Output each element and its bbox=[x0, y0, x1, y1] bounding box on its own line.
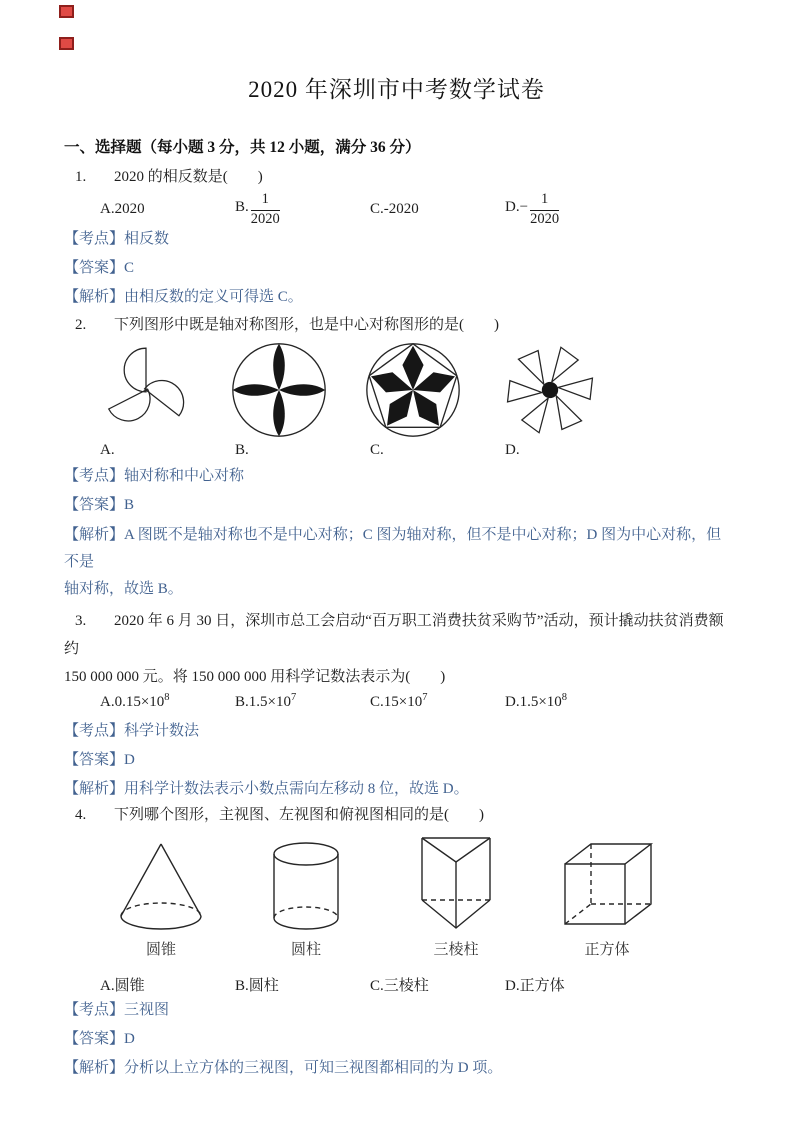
q4-answer: 【答案】D bbox=[64, 1031, 135, 1047]
q4-jiexi: 【解析】分析以上立方体的三视图，可知三视图都相同的为 D 项。 bbox=[64, 1060, 503, 1076]
question-4-figures bbox=[64, 830, 729, 959]
q1-kaodian: 【考点】相反数 bbox=[64, 231, 170, 247]
q2-jiexi: 【解析】A 图既不是轴对称也不是中心对称；C 图为轴对称，但不是中心对称；D 图为中心对称，但不是 轴对称，故选 B。 bbox=[64, 527, 722, 597]
triangular-prism-figure bbox=[380, 830, 532, 959]
page-title: 2020 年深圳市中考数学试卷 bbox=[248, 77, 545, 102]
q1-option-b: B. $\frac{1}{2020}$ bbox=[235, 191, 280, 227]
q3-kaodian: 【考点】科学计数法 bbox=[64, 723, 200, 739]
red-placeholder-icon bbox=[59, 37, 74, 50]
q1-jiexi: 【解析】由相反数的定义可得选 C。 bbox=[64, 289, 303, 305]
q3-option-d: $D.1.5\times 10^8$ bbox=[505, 692, 568, 710]
q4-option-b: B.圆柱 bbox=[235, 978, 279, 994]
q3-option-b: $B.1.5\times 10^7$ bbox=[235, 692, 297, 710]
question-1-number: 1. bbox=[75, 169, 87, 185]
q1-option-a: A.2020 bbox=[100, 200, 145, 217]
q1-option-c: C.-2020 bbox=[370, 200, 419, 217]
six-blade-pinwheel-figure bbox=[496, 340, 630, 440]
q3-option-a: $A.0.15\times 10^8$ bbox=[100, 692, 170, 710]
q4-option-d: D.正方体 bbox=[505, 978, 565, 994]
three-blade-pinwheel-figure bbox=[94, 340, 228, 440]
q3-jiexi: 【解析】用科学计数法表示小数点需向左移动 8 位，故选 D。 bbox=[64, 781, 469, 797]
cylinder-figure bbox=[232, 840, 380, 959]
q1-answer: 【答案】C bbox=[64, 260, 135, 276]
q2-figure-label-a: A. bbox=[100, 442, 115, 458]
question-3-number: 3. bbox=[75, 613, 87, 629]
q4-option-a: A.圆锥 bbox=[100, 978, 145, 994]
q2-answer: 【答案】B bbox=[64, 497, 135, 513]
q1-option-d: D.− $\frac{1}{2020}$ bbox=[505, 191, 560, 227]
q2-figure-label-c: C. bbox=[370, 442, 384, 458]
cylinder-caption: 圆柱 bbox=[290, 942, 321, 958]
question-1-options bbox=[64, 189, 729, 229]
pentagon-five-petal-star-figure bbox=[362, 340, 496, 440]
fraction: $\frac{1}{2020}$ bbox=[250, 191, 280, 227]
q2-figure-label-b: B. bbox=[235, 442, 249, 458]
question-4-stem: 4. 下列哪个图形，主视图、左视图和俯视图相同的是( ) bbox=[75, 807, 484, 823]
triangular-prism-caption: 三棱柱 bbox=[433, 942, 479, 958]
q4-option-c: C.三棱柱 bbox=[370, 978, 429, 994]
q2-figure-label-d: D. bbox=[505, 442, 520, 458]
cube-figure bbox=[532, 836, 682, 959]
question-2-stem: 2. 下列图形中既是轴对称图形，也是中心对称图形的是( ) bbox=[75, 317, 499, 333]
red-placeholder-icon bbox=[59, 5, 74, 18]
question-3-options bbox=[64, 694, 729, 711]
cone-caption: 圆锥 bbox=[145, 942, 176, 958]
question-3-stem: 3. 2020 年 6 月 30 日，深圳市总工会启动“百万职工消费扶贫采购节”活动，预计撬动扶贫消费额约 150 000 000 元。将 150 000 000 用科学记数法表示为( ) bbox=[64, 607, 729, 691]
question-2-figure-labels bbox=[64, 442, 729, 459]
section-heading: 一、选择题（每小题 3 分，共 12 小题，满分 36 分） bbox=[64, 139, 421, 156]
q4-kaodian: 【考点】三视图 bbox=[64, 1002, 170, 1018]
cube-caption: 正方体 bbox=[584, 942, 630, 958]
fraction: $\frac{1}{2020}$ bbox=[530, 191, 560, 227]
q2-kaodian: 【考点】轴对称和中心对称 bbox=[64, 468, 245, 484]
question-1-stem: 1. 2020 的相反数是( ) bbox=[75, 169, 263, 185]
question-2-figures bbox=[64, 340, 729, 440]
question-4-number: 4. bbox=[75, 807, 87, 823]
cone-figure bbox=[90, 840, 232, 959]
question-4-options bbox=[64, 974, 729, 995]
question-2-number: 2. bbox=[75, 317, 87, 333]
q3-option-c: $C.15\times 10^7$ bbox=[370, 692, 428, 710]
q3-answer: 【答案】D bbox=[64, 752, 135, 768]
circle-four-petals-figure bbox=[228, 340, 362, 440]
